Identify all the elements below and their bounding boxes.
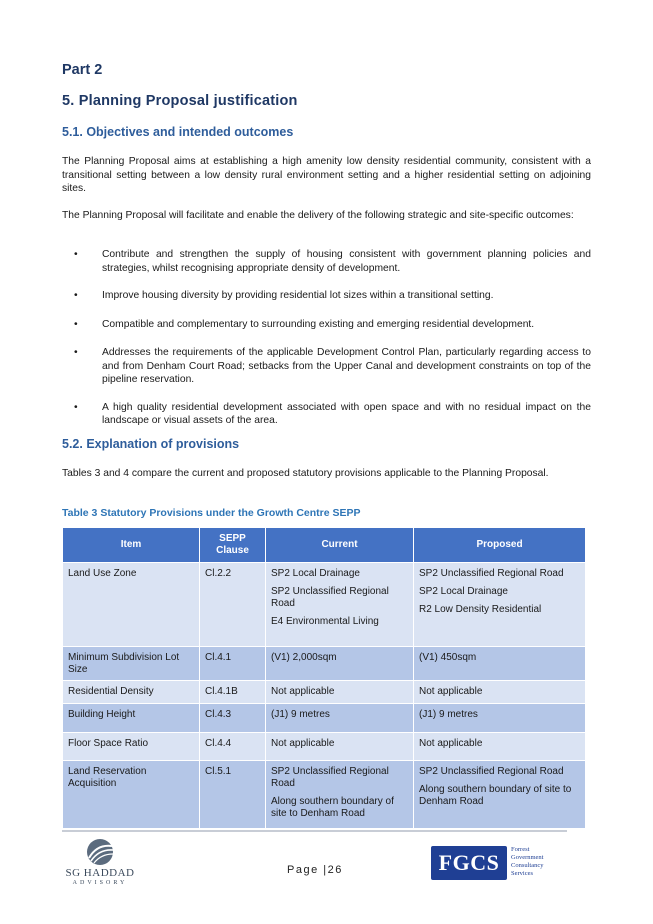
cell-clause: Cl.4.4	[200, 733, 266, 761]
cell-proposed	[414, 681, 586, 704]
cell-item: Land Use Zone	[63, 563, 200, 647]
table-caption: Table 3 Statutory Provisions under the Growth Centre SEPP	[62, 507, 361, 519]
table-row	[63, 704, 586, 733]
cell-clause: Cl.4.1	[200, 647, 266, 681]
cell-clause: Cl.4.1B	[200, 681, 266, 704]
cell-current	[266, 761, 414, 829]
fgcs-word: Government	[511, 854, 544, 861]
cell-proposed	[414, 761, 586, 829]
column-header-proposed: Proposed	[414, 528, 586, 563]
cell-line: SP2 Unclassified Regional Road	[419, 568, 564, 579]
sg-haddad-logo	[60, 838, 140, 890]
fgcs-logo	[431, 846, 561, 882]
table-row	[63, 647, 586, 681]
outcomes-list	[62, 248, 591, 428]
statutory-provisions-table	[62, 527, 586, 829]
cell-item: Building Height	[63, 704, 200, 733]
bullet-icon: •	[74, 318, 78, 330]
bullet-icon: •	[74, 290, 78, 301]
fgcs-mark: FGCS	[431, 846, 507, 880]
cell-proposed	[414, 733, 586, 761]
cell-proposed	[414, 647, 586, 681]
list-item	[62, 318, 591, 332]
list-item	[62, 401, 591, 428]
provisions-paragraph: Tables 3 and 4 compare the current and proposed statutory provisions applicable to the Planning Proposal.	[62, 468, 549, 479]
cell-line: (J1) 9 metres	[271, 709, 330, 720]
subsection-heading-objectives: 5.1. Objectives and intended outcomes	[62, 125, 294, 139]
list-item	[62, 346, 591, 387]
cell-line: SP2 Unclassified Regional Road	[419, 766, 564, 777]
cell-current	[266, 681, 414, 704]
cell-item: Floor Space Ratio	[63, 733, 200, 761]
list-item-text: Contribute and strengthen the supply of housing consistent with government planning policies and strategies, whilst recognising appropriate density of development.	[102, 249, 591, 274]
table-row	[63, 681, 586, 704]
subsection-heading-provisions: 5.2. Explanation of provisions	[62, 437, 240, 451]
cell-item: Minimum Subdivision Lot Size	[63, 647, 200, 681]
table-header-row	[63, 528, 586, 563]
bullet-icon: •	[74, 347, 78, 358]
cell-line: (V1) 2,000sqm	[271, 652, 337, 663]
list-item-text: Improve housing diversity by providing residential lot sizes within a transitional setting.	[102, 290, 494, 301]
page-number: Page |26	[287, 864, 343, 876]
cell-line: SP2 Unclassified Regional Road	[271, 586, 389, 609]
intro-paragraph-2: The Planning Proposal will facilitate and enable the delivery of the following strategic and site-specific outcomes:	[62, 210, 574, 221]
cell-line: (V1) 450sqm	[419, 652, 477, 663]
cell-proposed	[414, 563, 586, 647]
sg-haddad-mark-icon	[85, 838, 115, 866]
cell-current	[266, 563, 414, 647]
column-header-current: Current	[266, 528, 414, 563]
cell-clause: Cl.5.1	[200, 761, 266, 829]
cell-line: Along southern boundary of site to Denham Road	[271, 796, 394, 819]
cell-line: SP2 Unclassified Regional Road	[271, 766, 389, 789]
cell-line: Not applicable	[419, 738, 483, 749]
fgcs-word: Consultancy	[511, 862, 544, 869]
cell-line: E4 Environmental Living	[271, 616, 379, 627]
table-row	[63, 761, 586, 829]
cell-clause: Cl.4.3	[200, 704, 266, 733]
list-item-text: Addresses the requirements of the applicable Development Control Plan, particularly regarding access to and from Denham Court Road; setbacks from the Upper Canal and development constraints on top of the pipeline reservation.	[102, 347, 591, 385]
sg-haddad-name: SG HADDAD	[65, 867, 135, 879]
fgcs-words	[511, 846, 544, 878]
table-row	[63, 563, 586, 647]
bullet-icon: •	[74, 401, 78, 413]
part-title: Part 2	[62, 62, 103, 78]
cell-current	[266, 704, 414, 733]
footer-divider	[62, 830, 567, 832]
column-header-item: Item	[63, 528, 200, 563]
column-header-clause: SEPP Clause	[200, 528, 266, 563]
cell-line: Not applicable	[271, 686, 335, 697]
cell-line: SP2 Local Drainage	[419, 586, 508, 597]
cell-item: Land Reservation Acquisition	[63, 761, 200, 829]
bullet-icon: •	[74, 249, 78, 260]
fgcs-word: Services	[511, 870, 534, 877]
cell-line: Not applicable	[271, 738, 335, 749]
fgcs-word: Forrest	[511, 846, 530, 853]
list-item	[62, 248, 591, 275]
list-item-text: A high quality residential development associated with open space and with no residual impact on the landscape or visual assets of the area.	[102, 401, 591, 426]
sg-haddad-sub: ADVISORY	[72, 880, 128, 886]
cell-line: R2 Low Density Residential	[419, 604, 542, 615]
intro-paragraph-1: The Planning Proposal aims at establishing a high amenity low density residential community, consistent with a transitional setting between a low density rural environment setting and a higher residential setting on adjoining sites.	[62, 156, 591, 194]
cell-line: Along southern boundary of site to Denham Road	[419, 784, 572, 807]
section-heading: 5. Planning Proposal justification	[62, 93, 298, 109]
cell-line: Not applicable	[419, 686, 483, 697]
cell-line: (J1) 9 metres	[419, 709, 478, 720]
cell-proposed	[414, 704, 586, 733]
list-item	[62, 289, 591, 303]
cell-line: SP2 Local Drainage	[271, 568, 360, 579]
cell-current	[266, 733, 414, 761]
cell-current	[266, 647, 414, 681]
table-row	[63, 733, 586, 761]
list-item-text: Compatible and complementary to surrounding existing and emerging residential development.	[102, 318, 535, 330]
cell-item: Residential Density	[63, 681, 200, 704]
cell-clause: Cl.2.2	[200, 563, 266, 647]
